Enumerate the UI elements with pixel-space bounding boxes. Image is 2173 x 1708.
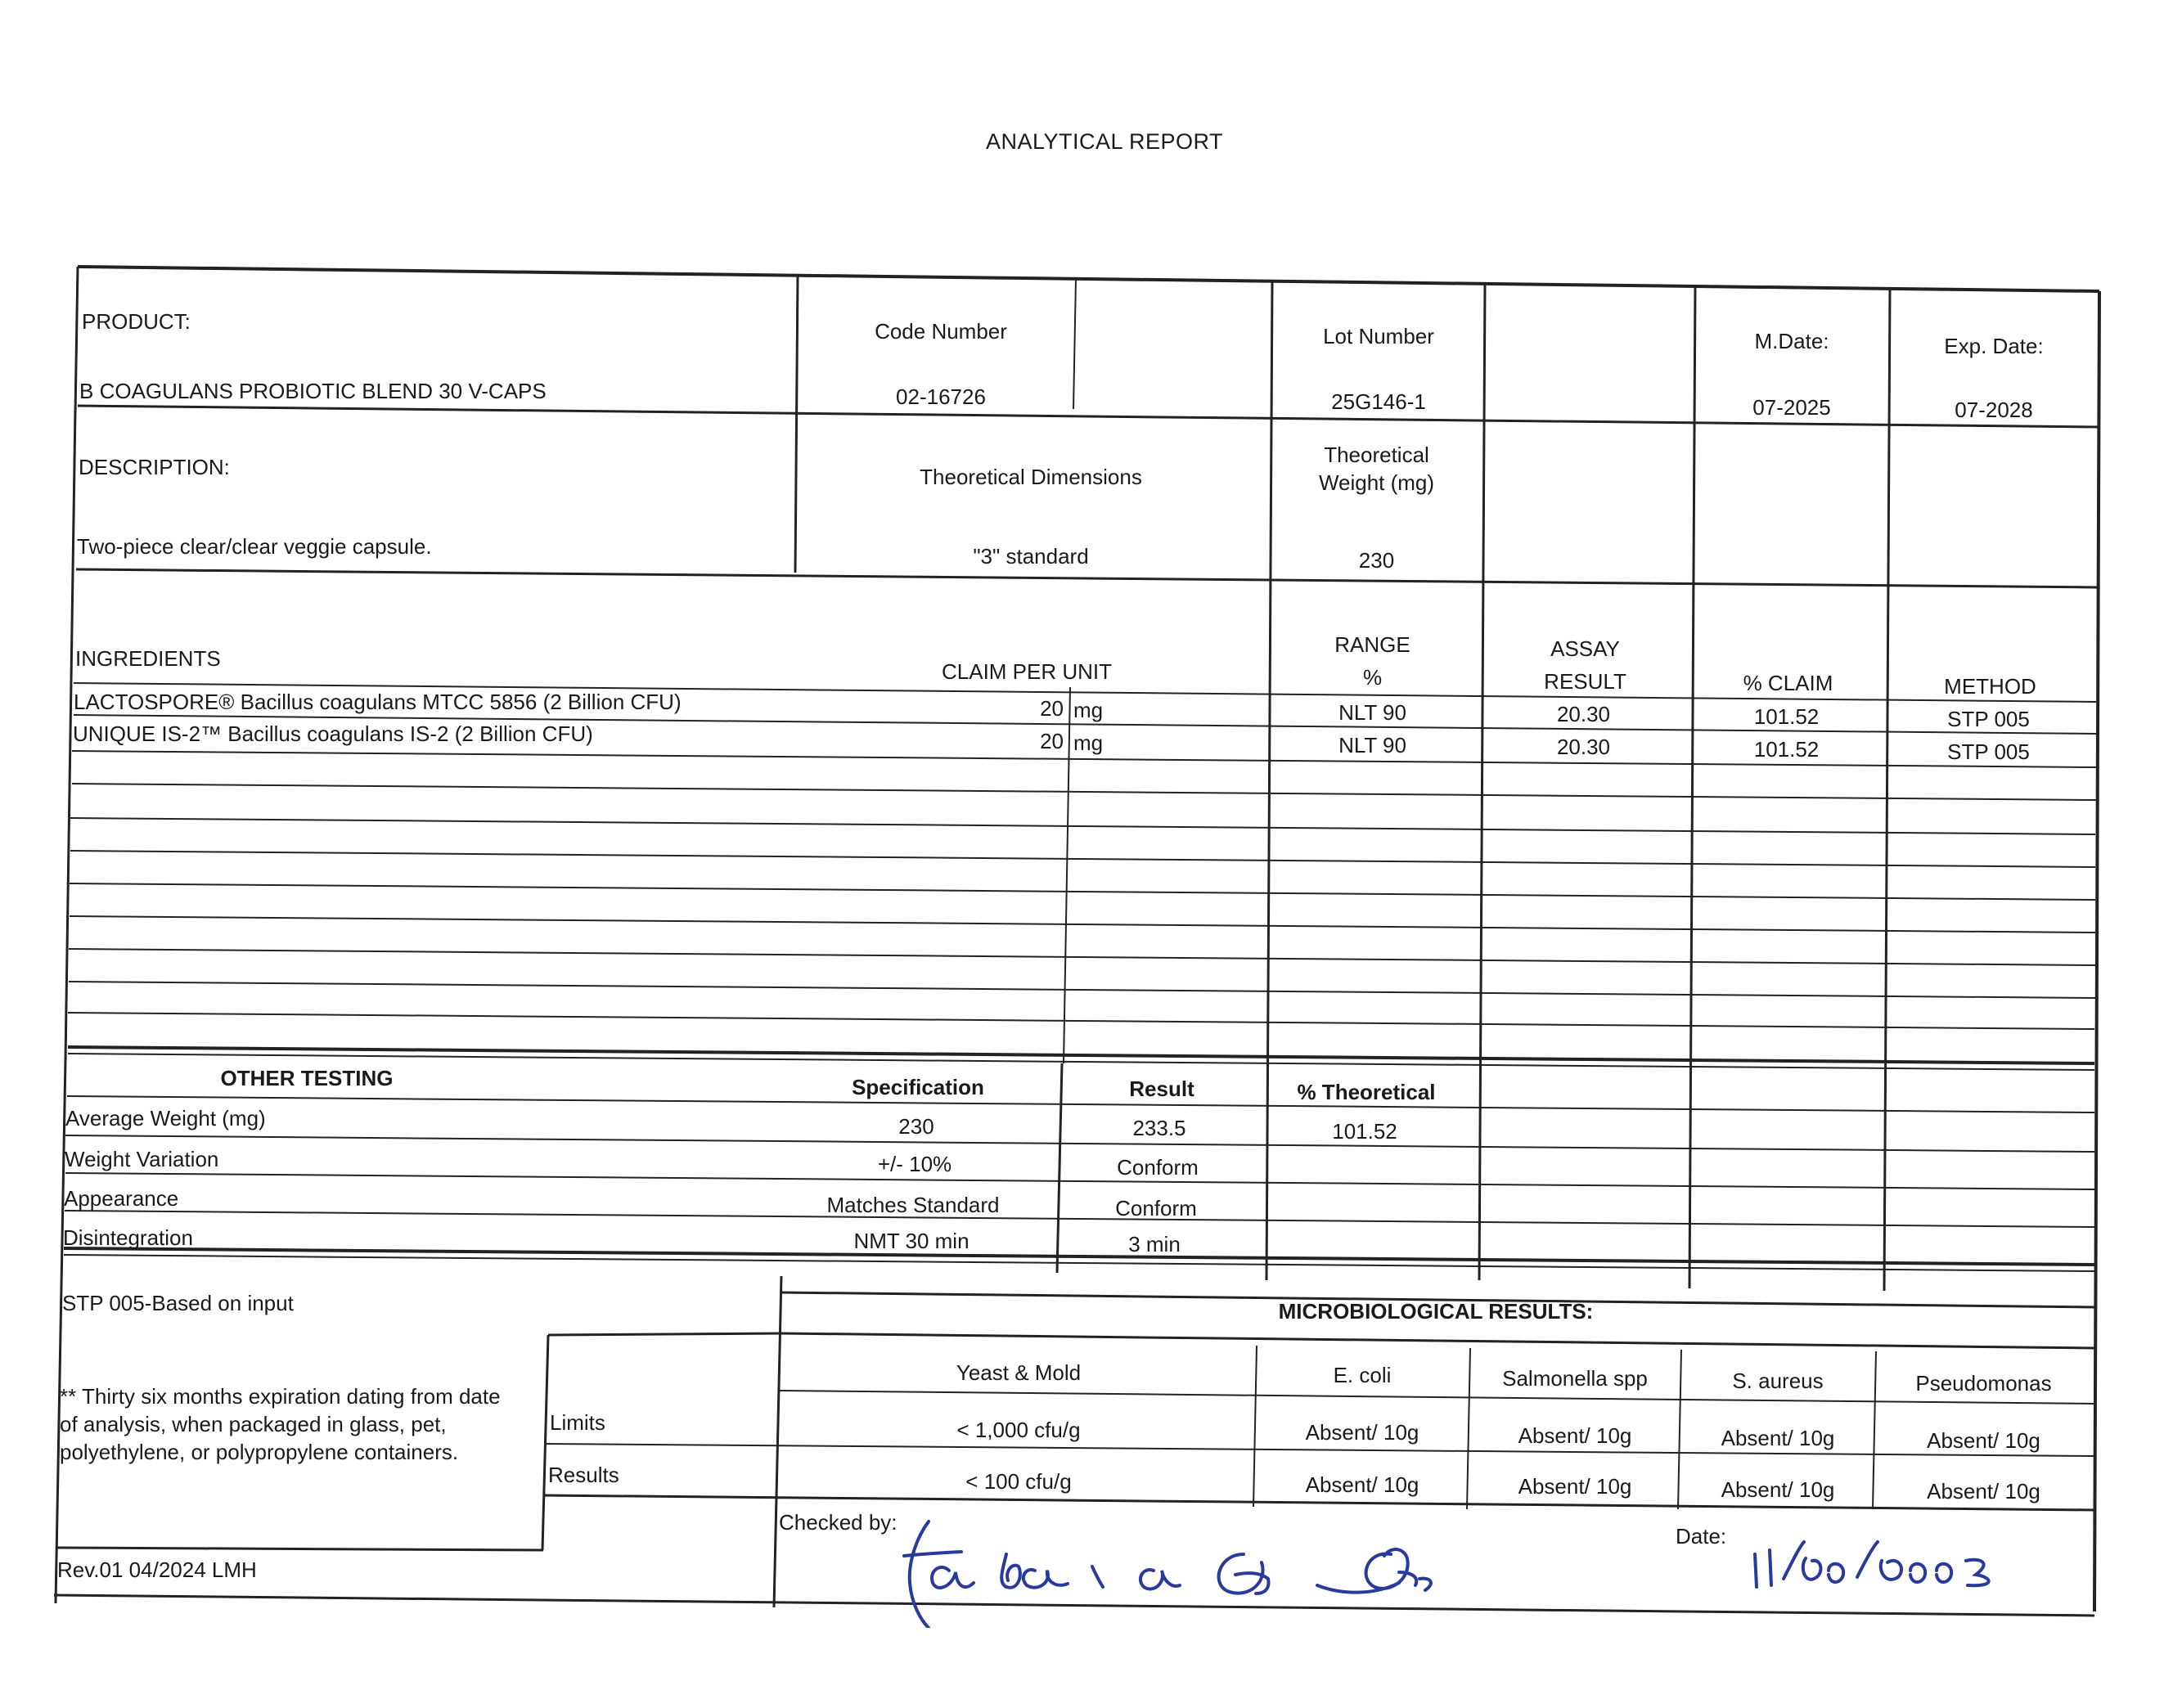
micro-results-title: MICROBIOLOGICAL RESULTS: — [1278, 1299, 1594, 1324]
assay-header-2: RESULT — [1544, 669, 1626, 694]
ingredient-name: UNIQUE IS-2™ Bacillus coagulans IS-2 (2 Billion CFU) — [73, 721, 593, 746]
other-test-result: 3 min — [1128, 1232, 1181, 1256]
method-header: METHOD — [1944, 674, 2036, 699]
micro-results-label: Results — [548, 1463, 619, 1487]
ingredient-claim: 20 — [1040, 729, 1064, 753]
ingredient-pct-claim: 101.52 — [1753, 737, 1820, 762]
theoretical-dimensions-label: Theoretical Dimensions — [920, 465, 1142, 489]
other-test-spec: NMT 30 min — [853, 1229, 970, 1253]
micro-limit: Absent/ 10g — [1721, 1426, 1835, 1450]
ingredient-range: NLT 90 — [1338, 733, 1406, 757]
micro-column-name: S. aureus — [1732, 1369, 1824, 1393]
description-text: Two-piece clear/clear veggie capsule. — [77, 534, 432, 559]
micro-limit: Absent/ 10g — [1305, 1420, 1419, 1445]
exp-date-label: Exp. Date: — [1944, 334, 2044, 358]
product-name: B COAGULANS PROBIOTIC BLEND 30 V-CAPS — [79, 379, 547, 403]
micro-limit: Absent/ 10g — [1927, 1428, 2040, 1453]
result-header: Result — [1129, 1076, 1194, 1101]
micro-limit: Absent/ 10g — [1518, 1423, 1632, 1448]
other-test-name: Average Weight (mg) — [65, 1106, 266, 1130]
micro-column-name: Salmonella spp — [1502, 1366, 1648, 1391]
other-test-result: 233.5 — [1132, 1116, 1186, 1140]
ingredient-unit: mg — [1073, 730, 1104, 755]
ingredient-unit: mg — [1073, 698, 1104, 722]
theoretical-weight-label-2: Weight (mg) — [1318, 470, 1435, 495]
revision-note: Rev.01 04/2024 LMH — [57, 1557, 257, 1582]
m-date-label: M.Date: — [1754, 329, 1829, 353]
other-test-result: Conform — [1117, 1155, 1199, 1180]
other-test-name: Weight Variation — [65, 1147, 219, 1171]
other-test-name: Disintegration — [63, 1225, 193, 1250]
ingredient-name: LACTOSPORE® Bacillus coagulans MTCC 5856 (2 Billion CFU) — [74, 690, 682, 714]
stp-note: STP 005-Based on input — [62, 1291, 294, 1315]
micro-result: < 100 cfu/g — [965, 1469, 1072, 1494]
product-label: PRODUCT: — [82, 309, 191, 334]
report-title: ANALYTICAL REPORT — [985, 129, 1224, 154]
ingredient-assay: 20.30 — [1556, 702, 1611, 726]
range-header-2: % — [1362, 665, 1383, 690]
handwritten-date — [1747, 1538, 2025, 1603]
assay-header-1: ASSAY — [1550, 636, 1620, 661]
micro-result: Absent/ 10g — [1927, 1479, 2040, 1503]
micro-column-name: Pseudomonas — [1915, 1371, 2052, 1396]
ingredient-range: NLT 90 — [1338, 700, 1406, 725]
other-test-theoretical: 101.52 — [1332, 1119, 1397, 1144]
other-test-result: Conform — [1115, 1196, 1197, 1220]
pct-claim-header: % CLAIM — [1743, 671, 1833, 695]
ingredients-header: INGREDIENTS — [75, 646, 221, 671]
range-header-1: RANGE — [1334, 632, 1410, 657]
m-date: 07-2025 — [1752, 395, 1831, 420]
ingredient-claim: 20 — [1040, 696, 1064, 721]
theoretical-dimensions: "3" standard — [973, 544, 1089, 569]
ingredient-method: STP 005 — [1947, 707, 2030, 731]
theoretical-header: % Theoretical — [1297, 1080, 1436, 1104]
handwritten-signature — [884, 1505, 1587, 1628]
description-label: DESCRIPTION: — [79, 455, 230, 479]
expiry-note-line-3: polyethylene, or polypropylene containers. — [60, 1440, 459, 1464]
expiry-note-line-2: of analysis, when packaged in glass, pet, — [60, 1412, 447, 1436]
other-test-spec: +/- 10% — [877, 1152, 952, 1176]
other-test-spec: 230 — [898, 1114, 934, 1139]
exp-date: 07-2028 — [1955, 398, 2033, 422]
ingredient-method: STP 005 — [1947, 739, 2030, 764]
micro-result: Absent/ 10g — [1305, 1472, 1419, 1497]
specification-header: Specification — [852, 1075, 984, 1099]
code-number: 02-16726 — [896, 384, 986, 409]
micro-column-name: E. coli — [1333, 1363, 1392, 1387]
other-test-name: Appearance — [64, 1186, 179, 1211]
ingredient-assay: 20.30 — [1556, 735, 1611, 759]
other-testing-header: OTHER TESTING — [220, 1066, 394, 1090]
micro-limits-label: Limits — [550, 1410, 605, 1435]
other-test-spec: Matches Standard — [826, 1193, 1000, 1217]
expiry-note-line-1: ** Thirty six months expiration dating from date — [60, 1384, 501, 1409]
lot-number: 25G146-1 — [1331, 389, 1426, 414]
micro-limit: < 1,000 cfu/g — [956, 1418, 1081, 1442]
micro-result: Absent/ 10g — [1721, 1477, 1835, 1502]
code-number-label: Code Number — [875, 319, 1007, 344]
theoretical-weight: 230 — [1358, 548, 1395, 573]
date-label: Date: — [1676, 1524, 1727, 1548]
theoretical-weight-label-1: Theoretical — [1324, 443, 1429, 467]
micro-column-name: Yeast & Mold — [956, 1360, 1082, 1385]
claim-per-unit-header: CLAIM PER UNIT — [941, 659, 1113, 684]
ingredient-pct-claim: 101.52 — [1753, 704, 1820, 729]
checked-by-label: Checked by: — [779, 1510, 898, 1535]
lot-number-label: Lot Number — [1323, 324, 1434, 348]
micro-result: Absent/ 10g — [1518, 1474, 1632, 1499]
